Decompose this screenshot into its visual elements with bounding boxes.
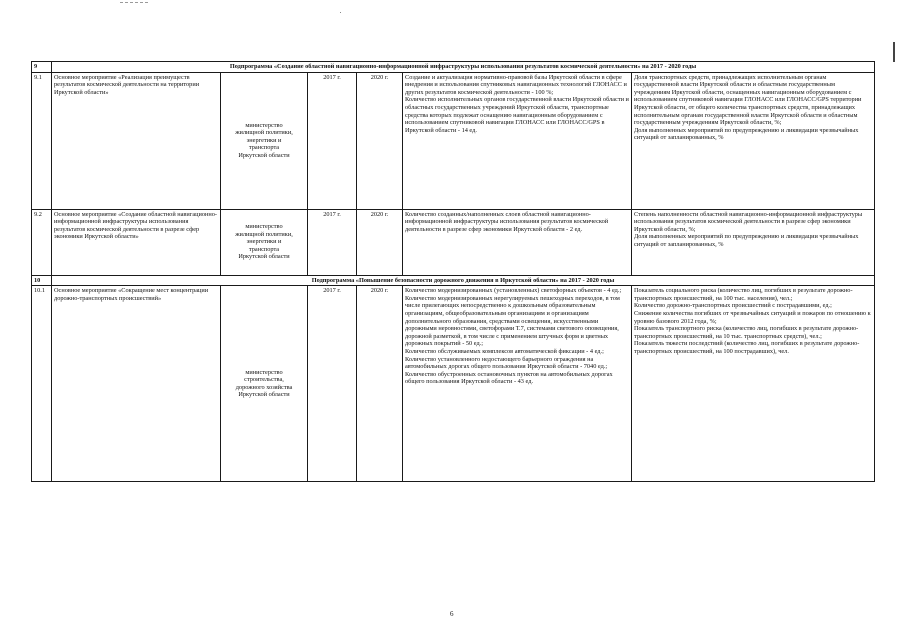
indicator-item: Создание и актуализация нормативно-правовой базы Иркутской области в сфере внедрения и использования спутниковых навигационных технологий ГЛОНАСС и других результатов космической деятельности - 100 %; [405,73,627,96]
result-item: Доля выполненных мероприятий по предупреждению и ликвидации чрезвычайных ситуаций от запланированных, % [634,126,859,142]
indicator-item: Количество исполнительных органов государственной власти Иркутской области и областных государственных учреждений Иркутской области, транспортные средства которых подлежат оснащению навигационным оборудованием с использованием спутниковой навигации ГЛОНАСС или ГЛОНАСС/GPS в Иркутской области - 14 ед. [405,96,629,134]
indicator-item: Количество модернизированных (установленных) светофорных объектов - 4 ед.; [405,287,622,295]
executor-line: Иркутской области [238,391,290,399]
scan-edge-mark [893,42,895,62]
row-number: 9.1 [32,72,52,209]
start-year-cell: 2017 г. [308,72,357,209]
executor-line: жилищной политики, [235,129,293,137]
executor-line: дорожного хозяйства [235,383,293,391]
start-year-cell: 2017 г. [308,209,357,275]
executor-line: министерство [245,223,283,231]
executor-line: Иркутской области [238,253,290,261]
result-item: Показатель социального риска (количество лиц, погибших в результате дорожно-транспортных происшествий, на 100 тыс. населения), чел.; [634,287,853,302]
indicators-cell [403,72,632,209]
result-item: Показатель тяжести последствий (количество лиц, погибших в результате дорожно-транспортных происшествий, на 100 пострадавших), чел. [634,340,860,355]
executor-line: министерство [245,121,283,129]
indicators-cell [403,286,632,482]
indicator-item: Количество обслуживаемых комплексов автоматической фиксации - 4 ед.; [405,347,604,355]
row-number: 9.2 [32,209,52,275]
executor-line: транспорта [248,144,280,152]
section-header-row [32,62,875,73]
executor-cell [221,209,308,275]
section-number: 9 [32,62,52,73]
executor-line: министерство [245,368,283,376]
section-header-row [32,275,875,286]
page-number: 6 [450,610,454,618]
table-row [32,72,875,209]
end-year-cell: 2020 г. [357,72,403,209]
indicators-cell [403,209,632,275]
result-item: Доля транспортных средств, принадлежащих исполнительным органам государственной власти Иркутской области и областным государственным учреждениям Иркутской области, оснащенных навигационным оборудованием с использованием спутниковой навигации ГЛОНАСС или ГЛОНАСС/GPS территории Иркутской области, от общего количества транспортных средств, принадлежащих исполнительным органам государственной власти Иркутской области и областным государственным учреждениям Иркутской области, %; [634,73,862,127]
start-year-cell: 2017 г. [308,286,357,482]
executor-line: энергетики и [246,136,282,144]
executor-cell [221,286,308,482]
indicator-item: Количество обустроенных остановочных пунктов на автомобильных дорогах общего пользования Иркутской области - 43 ед. [405,370,613,386]
scan-dot [340,12,341,13]
executor-line: строительства, [244,376,284,384]
indicator-item: Количество созданных/наполненных слоев областной навигационно-информационной инфраструктуры использования результатов космической деятельности в разрезе сфер экономики Иркутской области - 2 ед. [405,210,609,233]
section-title: Подпрограмма «Повышение безопасности дорожного движения в Иркутской области» на 2017 - 2020 годы [52,275,875,286]
row-number: 10.1 [32,286,52,482]
event-cell: Основное мероприятие «Реализация преимуществ результатов космической деятельности на территории Иркутской области» [52,72,221,209]
executor-line: транспорта [248,245,280,253]
table-row [32,286,875,482]
table-row [32,209,875,275]
indicator-item: Количество модернизированных нерегулируемых пешеходных переходов, в том числе прилегающих непосредственно к дошкольным образовательным организациям, общеобразовательным организациям и организациям дополнительного образования, средствами освещения, искусственными дорожными неровностями, светофорами Т.7, системами светового оповещения, дорожной разметкой, в том числе с применением штучных форм и цветных дорожных покрытий - 50 ед.; [405,294,620,348]
event-cell: Основное мероприятие «Сокращение мест концентрации дорожно-транспортных происшествий» [52,286,221,482]
program-table [31,61,875,482]
results-cell [632,209,875,275]
result-item: Показатель транспортного риска (количество лиц, погибших в результате дорожно-транспортных происшествий, на 10 тыс. транспортных средств), чел.; [634,325,859,340]
result-item: Снижение количества погибших от чрезвычайных ситуаций и пожаров по отношению к уровню базового 2012 года, %; [634,309,871,325]
end-year-cell: 2020 г. [357,209,403,275]
executor-cell [221,72,308,209]
section-title: Подпрограмма «Создание областной навигационно-информационной инфраструктуры использования результатов космической деятельности» на 2017 - 2020 годы [52,62,875,73]
result-item: Степень наполненности областной навигационно-информационной инфраструктуры использования результатов космической деятельности в разрезе сфер экономики Иркутской области, %; [634,210,863,233]
results-cell [632,286,875,482]
result-item: Доля выполненных мероприятий по предупреждению и ликвидации чрезвычайных ситуаций от запланированных, % [634,233,859,248]
scan-mark [120,2,148,5]
result-item: Количество дорожно-транспортных происшествий с пострадавшими, ед.; [634,302,832,310]
event-cell: Основное мероприятие «Создание областной навигационно-информационной инфраструктуры использования результатов космической деятельности в разрезе сфер экономики Иркутской области» [52,209,221,275]
executor-line: энергетики и [246,238,282,246]
executor-line: Иркутской области [238,151,290,159]
section-number: 10 [32,275,52,286]
indicator-item: Количество установленного недостающего барьерного ограждения на автомобильных дорогах общего пользования Иркутской области - 7040 ед.; [405,355,608,371]
results-cell [632,72,875,209]
end-year-cell: 2020 г. [357,286,403,482]
executor-line: жилищной политики, [235,230,293,238]
